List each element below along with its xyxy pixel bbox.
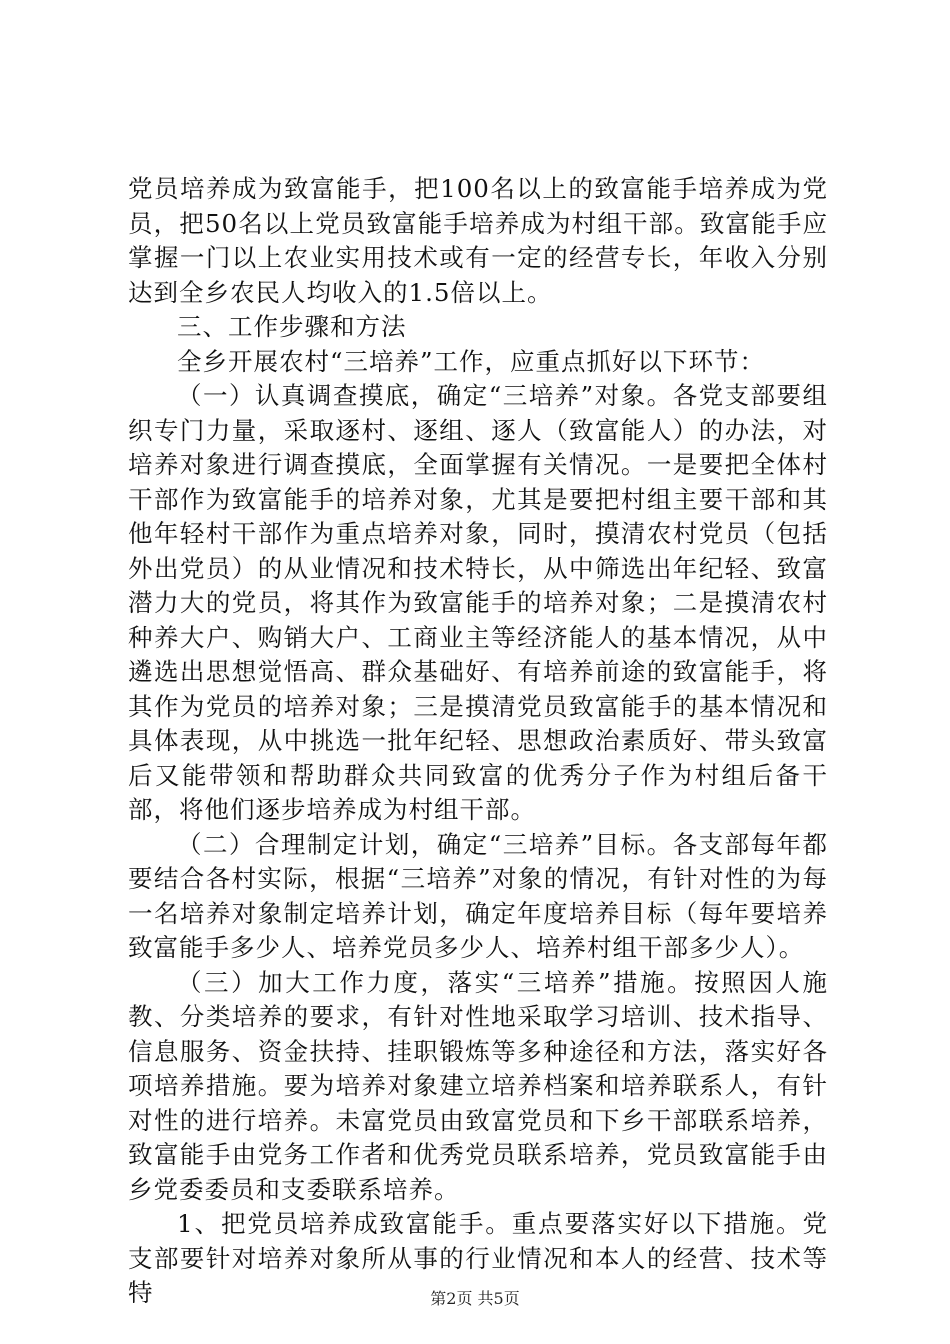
paragraph-step-2: （二）合理制定计划，确定“三培养”目标。各支部每年都要结合各村实际，根据“三培养”对象的情况，有针对性的为每一名培养对象制定培养计划，确定年度培养目标（每年要培养致富能手多少人、培养党员多少人、培养村组干部多少人）。 (128, 829, 828, 962)
document-body (128, 172, 828, 1311)
paragraph-step-3: （三）加大工作力度，落实“三培养”措施。按照因人施教、分类培养的要求，有针对性地采取学习培训、技术指导、信息服务、资金扶持、挂职锻炼等多种途径和方法，落实好各项培养措施。要为培养对象建立培养档案和培养联系人，有针对性的进行培养。未富党员由致富党员和下乡干部联系培养，致富能手由党务工作者和优秀党员联系培养，党员致富能手由乡党委委员和支委联系培养。 (128, 967, 828, 1204)
paragraph-step-1: （一）认真调查摸底，确定“三培养”对象。各党支部要组织专门力量，采取逐村、逐组、逐人（致富能人）的办法，对培养对象进行调查摸底，全面掌握有关情况。一是要把全体村干部作为致富能手的培养对象，尤其是要把村组主要干部和其他年轻村干部作为重点培养对象，同时，摸清农村党员（包括外出党员）的从业情况和技术特长，从中筛选出年纪轻、致富潜力大的党员，将其作为致富能手的培养对象；二是摸清农村种养大户、购销大户、工商业主等经济能人的基本情况，从中遴选出思想觉悟高、群众基础好、有培养前途的致富能手，将其作为党员的培养对象；三是摸清党员致富能手的基本情况和具体表现，从中挑选一批年纪轻、思想政治素质好、带头致富后又能带领和帮助群众共同致富的优秀分子作为村组后备干部，将他们逐步培养成为村组干部。 (128, 381, 828, 824)
paragraph-item-1: 1、把党员培养成致富能手。重点要落实好以下措施。党支部要针对培养对象所从事的行业情况和本人的经营、技术等特 (128, 1209, 828, 1307)
paragraph-intro: 全乡开展农村“三培养”工作，应重点抓好以下环节： (177, 346, 766, 376)
page-number-footer: 第2页 共5页 (430, 1289, 520, 1308)
section-heading: 三、工作步骤和方法 (177, 312, 407, 341)
paragraph-continuation: 党员培养成为致富能手，把100名以上的致富能手培养成为党员，把50名以上党员致富能手培养成为村组干部。致富能手应掌握一门以上农业实用技术或有一定的经营专长，年收入分别达到全乡农民人均收入的1.5倍以上。 (128, 174, 828, 307)
